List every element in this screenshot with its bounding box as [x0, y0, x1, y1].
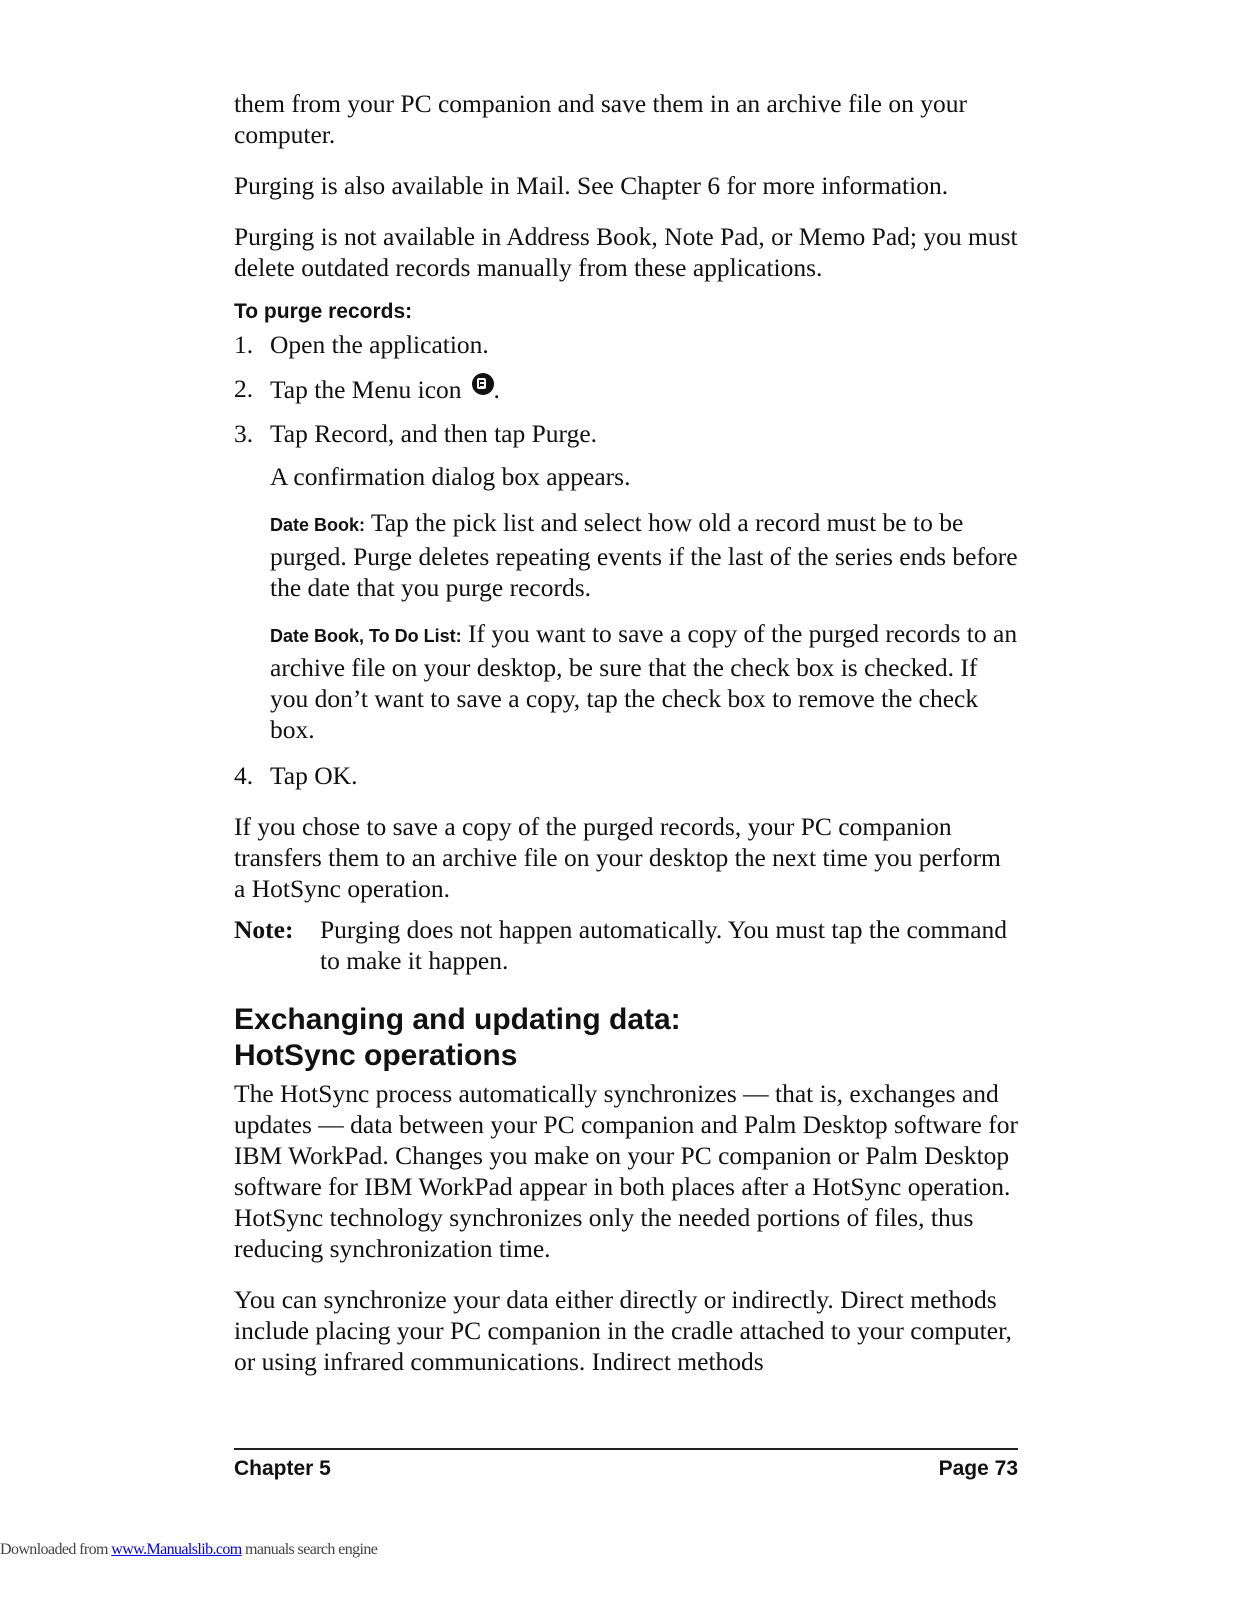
note-text: Purging does not happen automatically. You must tap the command to make it happen.	[320, 915, 1008, 975]
note-label: Note:	[234, 915, 294, 944]
section-heading-line-2: HotSync operations	[234, 1039, 518, 1072]
datebook-note	[270, 507, 1018, 603]
step-text: Tap OK.	[270, 761, 358, 790]
step-text: Tap the Menu icon	[270, 375, 462, 404]
manualslib-link[interactable]: www.Manualslib.com	[111, 1541, 242, 1558]
step-text: Open the application.	[270, 330, 489, 359]
step-number: 4.	[234, 761, 254, 790]
datebook-todo-text: If you want to save a copy of the purged records to an archive file on your desktop, be sure that the check box is checked. If you don’t want to save a copy, tap the check box to remove the check box.	[270, 619, 1018, 744]
note	[234, 914, 1018, 976]
paragraph-continued: them from your PC companion and save them in an archive file on your computer.	[234, 89, 967, 149]
step-3-details	[270, 461, 1018, 745]
menu-icon	[472, 373, 494, 395]
step-number: 1.	[234, 330, 254, 359]
section-heading-line-1: Exchanging and updating data:	[234, 1003, 681, 1036]
datebook-text: Tap the pick list and select how old a record must be to be purged. Purge deletes repeating events if the last of the series ends before the date that you purge records.	[270, 508, 1018, 602]
step-3-detail: A confirmation dialog box appears.	[270, 462, 631, 491]
page-body	[234, 88, 1018, 1377]
datebook-label: Date Book:	[270, 515, 366, 535]
download-line	[0, 1541, 377, 1559]
datebook-todo-label: Date Book, To Do List:	[270, 626, 462, 646]
datebook-todo-note	[270, 618, 1018, 745]
procedure-heading: To purge records:	[234, 300, 413, 323]
download-prefix: Downloaded from	[0, 1541, 112, 1558]
paragraph-hotsync-2: You can synchronize your data either directly or indirectly. Direct methods include placing your PC companion in the cradle attached to your computer, or using infrared communications. Indirect methods	[234, 1285, 1012, 1376]
footer-page-number: Page 73	[938, 1457, 1018, 1480]
step-1	[234, 329, 1018, 360]
step-3	[234, 418, 1018, 449]
download-suffix: manuals search engine	[241, 1541, 378, 1558]
page-footer	[234, 1448, 1018, 1482]
step-suffix: .	[493, 375, 500, 404]
step-body	[270, 373, 1018, 405]
paragraph-hotsync-1: The HotSync process automatically synchronizes — that is, exchanges and updates — data between your PC companion and Palm Desktop software for IBM WorkPad. Changes you make on your PC companion or Palm Desktop software for IBM WorkPad appear in both places after a HotSync operation. HotSync technology synchronizes only the needed portions of files, thus reducing synchronization time.	[234, 1079, 1018, 1263]
step-text: Tap Record, and then tap Purge.	[270, 419, 598, 448]
step-number: 2.	[234, 374, 254, 403]
paragraph-mail: Purging is also available in Mail. See Chapter 6 for more information.	[234, 171, 949, 200]
step-4	[234, 760, 1018, 791]
paragraph-not-available: Purging is not available in Address Book, Note Pad, or Memo Pad; you must delete outdated records manually from these applications.	[234, 222, 1018, 282]
step-number: 3.	[234, 419, 254, 448]
paragraph-archive: If you chose to save a copy of the purged records, your PC companion transfers them to an archive file on your desktop the next time you perform a HotSync operation.	[234, 812, 1001, 903]
footer-chapter: Chapter 5	[234, 1457, 331, 1480]
step-2	[234, 373, 1018, 405]
section-heading	[234, 1002, 1018, 1074]
